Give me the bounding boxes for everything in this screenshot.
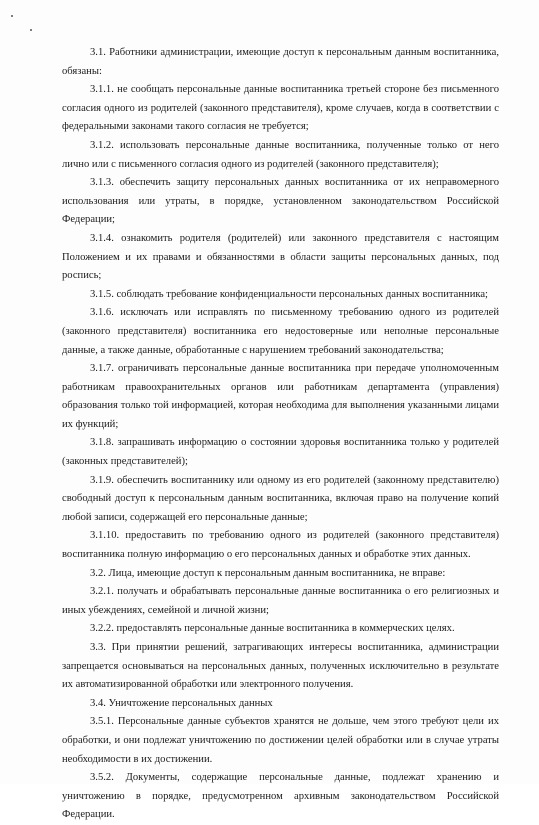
paragraph-3-1-4: 3.1.4. ознакомить родителя (родителей) или законного представителя с настоящим Положением и их правами и обязанностями в области защиты персональных данных, под роспись;	[62, 232, 499, 282]
paragraph-3-1: 3.1. Работники администрации, имеющие доступ к персональным данным воспитанника, обязаны:	[62, 47, 499, 77]
paragraph-3-1-1: 3.1.1. не сообщать персональные данные воспитанника третьей стороне без письменного согласия одного из родителей (законного представителя), кроме случаев, когда в соответствии с федеральными законами такого согласия не требуется;	[62, 84, 499, 133]
paragraph-3-1-5: 3.1.5. соблюдать требование конфиденциальности персональных данных воспитанника;	[90, 288, 489, 300]
paragraph-3-1-2: 3.1.2. использовать персональные данные воспитанника, полученные только от него лично или с письменного согласия одного из родителей (законного представителя);	[62, 139, 499, 170]
paragraph-3-1-9: 3.1.9. обеспечить воспитаннику или одному из его родителей (законному представителю) свободный доступ к персональным данным воспитанника, включая право на получение копий любой записи, содержащей его персональные данные;	[62, 474, 499, 523]
paragraph-3-2: 3.2. Лица, имеющие доступ к персональным данным воспитанника, не вправе:	[90, 567, 446, 579]
paragraph-3-4: 3.4. Уничтожение персональных данных	[90, 697, 273, 709]
paragraph-3-1-6: 3.1.6. исключать или исправлять по письменному требованию одного из родителей (законного представителя) воспитанника его недостоверные или неполные персональные данные, а также данные, обработанные с нарушением требований законодательства;	[62, 307, 499, 356]
paragraph-3-5-1: 3.5.1. Персональные данные субъектов хранятся не дольше, чем этого требуют цели их обработки, и они подлежат уничтожению по достижении целей обработки или в случае утраты необходимости в их достижении.	[62, 716, 499, 765]
paragraph-3-1-8: 3.1.8. запрашивать информацию о состоянии здоровья воспитанника только у родителей (законных представителей);	[62, 437, 499, 468]
scan-speck	[30, 29, 32, 31]
paragraph-3-5-2: 3.5.2. Документы, содержащие персональные данные, подлежат хранению и уничтожению в порядке, предусмотренном архивным законодательством Российской Федерации.	[62, 772, 499, 821]
paragraph-3-1-3: 3.1.3. обеспечить защиту персональных данных воспитанника от их неправомерного использования или утраты, в порядке, установленном законодательством Российской Федерации;	[62, 177, 499, 226]
paragraph-3-2-2: 3.2.2. предоставлять персональные данные воспитанника в коммерческих целях.	[90, 623, 455, 635]
paragraph-3-1-7: 3.1.7. ограничивать персональные данные воспитанника при передаче уполномоченным работникам правоохранительных органов или работникам департамента (управления) образования только той информацией, которая необходима для выполнения указанными лицами их функций;	[62, 363, 499, 430]
paragraph-3-1-10: 3.1.10. предоставить по требованию одного из родителей (законного представителя) воспитанника полную информацию о его персональных данных и обработке этих данных.	[62, 530, 499, 561]
paragraph-3-3: 3.3. При принятии решений, затрагивающих интересы воспитанника, администрации запрещается основываться на персональных данных, полученных исключительно в результате их автоматизированной обработки или электронного получения.	[62, 642, 499, 691]
paragraph-3-2-1: 3.2.1. получать и обрабатывать персональные данные воспитанника о его религиозных и иных убеждениях, семейной и личной жизни;	[62, 586, 499, 616]
scan-speck	[11, 15, 13, 17]
document-body	[62, 44, 499, 825]
